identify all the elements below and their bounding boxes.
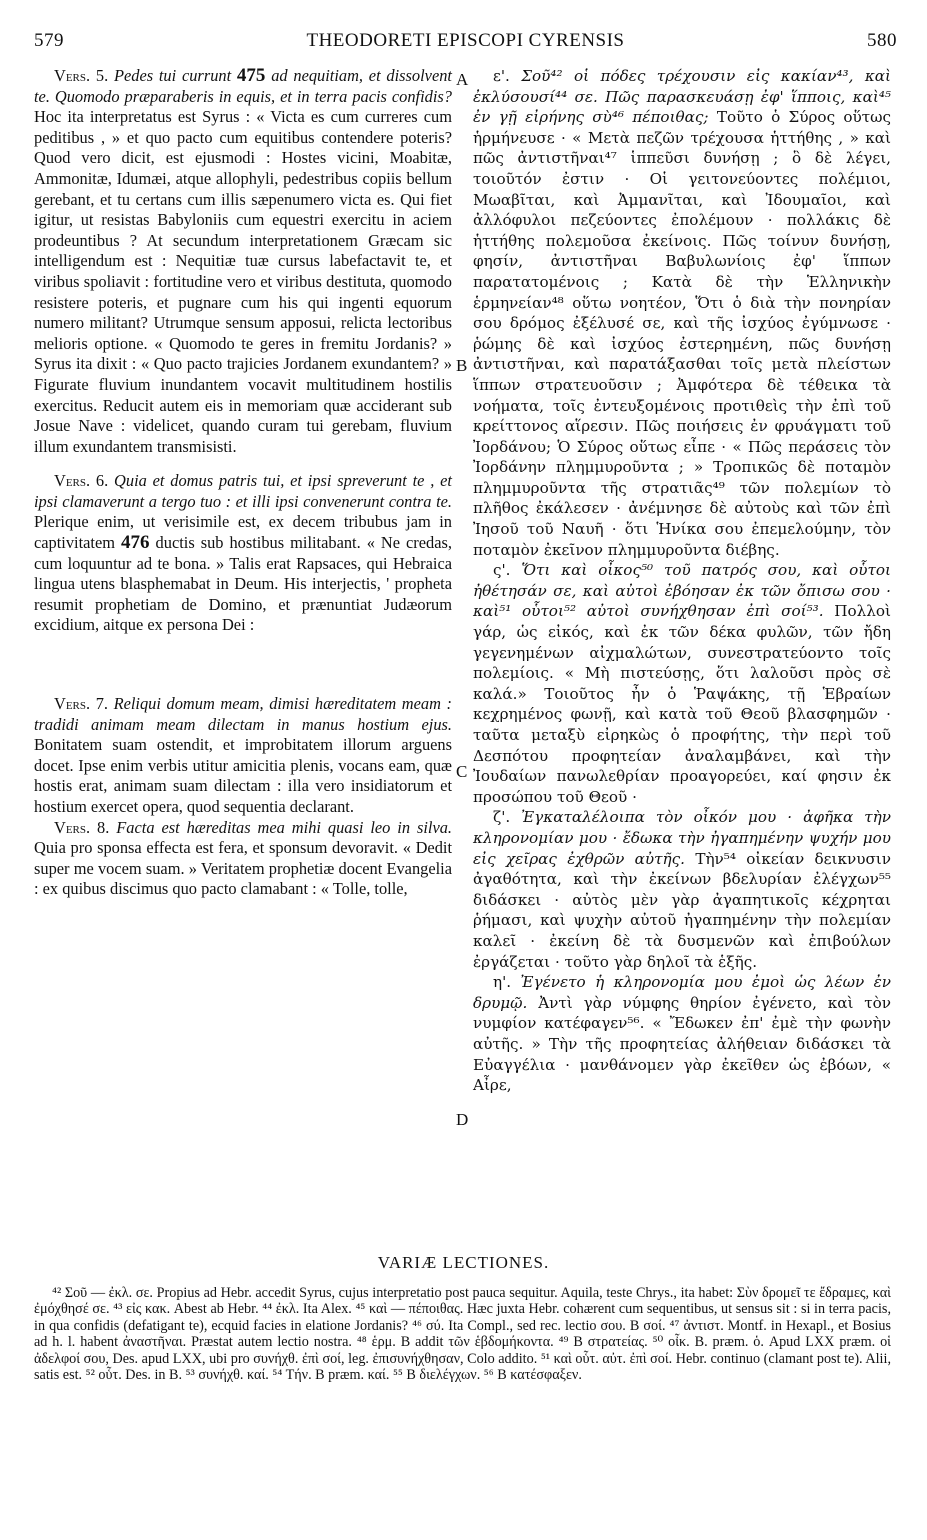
column-number: 475: [236, 65, 266, 86]
verse-lemma: Σοῦ⁴² οἱ πόδες τρέχουσιν εἰς κακίαν⁴³, καὶ ἐκλύσουσί⁴⁴ σε. Πῶς παρασκευάσῃ ἐφ' ἵπποις, καὶ⁴⁵ ἐν γῇ εἰρήνης σὺ⁴⁶ πέποιθας;: [473, 67, 891, 127]
verse-lemma: ad nequitiam, et dissolvent te. Quomodo præparaberis in equis, et in terra pacis confidis?: [34, 66, 452, 106]
commentary-text: Quia pro sponsa effecta est fera, et sponsum devoravit. « Dedit super me vocem suam. » Veritatem prophetiæ docent Evangelia : ex quibus discimus quo pacto clamabant : « Tolle, tolle,: [34, 838, 452, 899]
verse-lemma: Quia et domus patris tui, et ipsi spreverunt te , et ipsi clamaverunt a tergo tuo : et illi ipsi convenerunt contra te.: [34, 471, 452, 511]
verse-number: η'.: [493, 973, 512, 992]
right-page-number: 580: [867, 30, 897, 51]
left-page-number: 579: [34, 30, 64, 51]
latin-verse-8: [34, 818, 452, 900]
verse-label: Vers. 6.: [54, 471, 109, 491]
verse-lemma: Facta est hæreditas mea mihi quasi leo in silva.: [116, 817, 453, 837]
greek-verse-6: [473, 560, 891, 807]
greek-verse-7: [473, 807, 891, 972]
verse-lemma: Reliqui domum meam, dimisi hæreditatem meam : tradidi animam meam dilectam in manus hostium ejus.: [34, 694, 452, 734]
greek-verse-5: [473, 66, 891, 560]
verse-label: Vers. 7.: [54, 694, 108, 714]
verse-number: ζ'.: [493, 808, 511, 827]
greek-verse-8: [473, 972, 891, 1096]
section-marker-d: D: [456, 1110, 469, 1129]
verse-lemma: Ὅτι καὶ οἶκος⁵⁰ τοῦ πατρός σου, καὶ οὗτοι ἠθέτησάν σε, καὶ αὐτοὶ ἐβόησαν ἐκ τῶν ὄπισω σου · καὶ⁵¹ οὗτοι⁵² αὐτοὶ συνήχθησαν ἐπὶ σοί⁵³.: [473, 561, 891, 621]
footnote-text: ⁴² Σοῦ — ἐκλ. σε. Propius ad Hebr. accedit Syrus, cujus interpretatio post pauca sequitur. Aquila, teste Chrys., ita habet: Σὺν δρομεῖ τε ἔδραμες, καὶ ἐμόχθησέ σε. ⁴³ εἰς κακ. Abest ab Hebr. ⁴⁴ ἐκλ. Ita Alex. ⁴⁵ καὶ — πέποιθας. Hæc juxta Hebr. cohærent cum sequentibus, ut sensus sit : si in terra pacis, in qua confidis (defatigant te), ecquid facies in elatione Jordanis? ⁴⁶ σύ. Ita Compl., sed rec. lectio σου. B σοί. ⁴⁷ ἀντιστ. Montf. in Hexapl., et Bosius ad h. l. habent ἀναστῆναι. Præstat autem lectio nostra. ⁴⁸ ἑρμ. B addit τῶν ἑβδομήκοντα. ⁴⁹ B στρατείας. ⁵⁰ οἶκ. B. præm. ὁ. Apud LXX præm. οἱ ἀδελφοί σου, Des. apud LXX, ubi pro συνήχθ. ἐπὶ σοί, leg. ἐπισυνήχθησαν, Colo addito. ⁵¹ καὶ οὗτ. αὐτ. ἐπὶ σοί. Hebr. continuo (clamant post te). Alii, satis est. ⁵² οὗτ. Des. in B. ⁵³ συνήχθ. καί. ⁵⁴ Τήν. B præm. καί. ⁵⁵ B διελέγχων. ⁵⁶ B κατέσφαξεν.: [34, 1285, 891, 1384]
verse-number: ς'.: [493, 561, 511, 580]
latin-verse-6: [34, 471, 452, 636]
commentary-text: Τὴν⁵⁴ οἰκείαν δεικνυσιν ἀγαθότητα, καὶ τὴν ἐκείνων βδελυρίαν ἐλέγχων⁵⁵ διδάσκει · αὐτὸς μὲν γὰρ ἀγαπητικοῖς κέχρηται ῥήμασι, καὶ ψυχὴν αὐτοῦ ἠγαπημένην τὴν πολεμίαν καλεῖ · ἐκείνη δὲ τὰ δυσμενῶν καὶ ἐπιβούλων ἐργάζεται · τοῦτο γὰρ δηλοῖ τὰ ἑξῆς.: [473, 849, 891, 971]
commentary-text: ductis sub hostibus militabant. « Ne credas, cum loquuntur ad te bona. » Talis erat Rapsaces, qui Hebraica lingua utens blasphemabat in Deum. His interjectis, ' propheta resumit prophetiam de Domino, et prænuntiat Judæorum excidium, aitque ex persona Dei :: [34, 533, 452, 635]
greek-column: [473, 66, 891, 1096]
commentary-text: Πολλοὶ γάρ, ὡς εἰκός, καὶ ἐκ τῶν δέκα φυλῶν, τῶν ἤδη γεγενημένων αἰχμαλώτων, συνεστρατεύοντο τοῖς πολεμίοις. « Μὴ πιστεύσῃς, ὅτι λαλοῦσι πρὸς σὲ καλά.» Τοιοῦτος ἦν ὁ Ῥαψάκης, τῇ Ἑβραίων κεχρημένος φωνῇ, καὶ κατὰ τοῦ Θεοῦ βλασφημῶν · ταῦτα μεταξὺ εἰρηκὼς ὁ προφήτης, τὴν περὶ τοῦ Δεσπότου προφητείαν ἀναλαμβάνει, καὶ τὴν Ἰουδαίων πανωλεθρίαν προαγορεύει, καί φησιν ἐκ προσώπου τοῦ Θεοῦ ·: [473, 602, 892, 806]
page-header: [34, 30, 897, 60]
variae-lectiones-heading: VARIÆ LECTIONES.: [377, 1253, 550, 1272]
running-title: THEODORETI EPISCOPI CYRENSIS: [306, 30, 625, 51]
commentary-text: Τοῦτο ὁ Σύρος οὕτως ἡρμήνευσε · « Μετὰ πεζῶν τρέχουσα ἡττήθης , » καὶ πῶς ἀντιστῆναι⁴⁷ ἱππεῦσι δυνήσῃ ; ὃ δὲ λέγει, τοιοῦτόν ἐστιν · Οἱ γειτονεύοντες πολέμιοι, Μωαβῖται, καὶ Ἀμμανῖται, καὶ Ἰδουμαῖοι, καὶ ἀλλόφυλοι πεζεύοντες ἐπολέμουν · πολλάκις δὲ ἡττήθης πολεμοῦσα ἐκείνοις. Πῶς τοίνυν δυνήσῃ, φησίν, ἀντιστῆναι Βαβυλωνίοις ἐφ' ἵππων παρατατομένοις ; Κατὰ δὲ τὴν Ἑλληνικὴν ἑρμηνείαν⁴⁸ οὕτω νοητέον, Ὅτι ὁ διὰ τὴν πονηρίαν σου δρόμος ἐξέλυσέ σε, καὶ τῆς ἰσχύος ἐγύμνωσε · ῥώμης δὲ καὶ ἰσχύος ἐστερημένη, πῶς δυνήσῃ ἀντιστῆναι, καὶ παρατάξασθαι τοῖς μετὰ πλείστων ἵππων στρατευοῦσιν ; Ἀμφότερα δὲ τέθεικα τὰ νοήματα, τοῖς ἐντευξομένοις προτιθεὶς τὴν ἐπὶ τοῦ κρείττονος αἵρεσιν. Πῶς ποιήσεις ἐν φρυάγματι τοῦ Ἰορδάνου; Ὁ Σύρος οὕτως εἶπε · « Πῶς περάσεις τὸν Ἰορδάνην πλημμυροῦντα ; » Τροπικῶς δὲ ποταμὸν πλημμυροῦντα τῆς στρατιᾶς⁴⁹ τῶν πολεμίων τὸ πλῆθος ἐκάλεσεν · ἀνέμνησε δὲ αὐτοὺς καὶ τῶν ἐπὶ Ἰησοῦ τοῦ Ναυῆ · ὅτι Ἡνίκα σου ἐπεμελούμην, τὸν ποταμὸν ἐκεῖνον πλημμυροῦντα διέβης.: [473, 108, 892, 559]
latin-column: [34, 66, 452, 900]
latin-verse-7: [34, 694, 452, 818]
verse-label: Vers. 8.: [54, 817, 110, 837]
verse-number: ε'.: [493, 67, 510, 85]
column-number: 476: [121, 532, 150, 554]
commentary-text: Bonitatem suam ostendit, et improbitatem illorum arguens docet. Ipse enim verbis utitur amicitia plenis, vocans eam, quæ hostis erat, animam suam dilectam : illa vero insidiatorum et hostium exercet opera, quod sequentia declarant.: [34, 735, 452, 816]
commentary-text: Hoc ita interpretatus est Syrus : « Victa es cum curreres cum peditibus , » et quo pacto cum equitibus contendere poteris? Quod vero dicit, est ejusmodi : Hostes vicini, Moabitæ, Ammonitæ, Idumæi, atque allophyli, pedestribus copiis bellum gerebant, et tu certans cum illis sæpenumero victa es. Qui fiet igitur, ut resistas Babyloniis cum equestri exercitu in aciem prodeuntibus ? At secundum interpretationem Græcam sic intelligendum est : Nequitiæ tuæ cursus labefactavit te, et viribus spoliavit : fortitudine vero et viribus destituta, quomodo resistere poteris, et pugnare cum his qui ingenti equorum numero militant? Utrumque sensum apposui, relicta lectoribus melioris optione. « Quomodo te geres in fremitu Jordanis? » Syrus ita dixit : « Quo pacto trajicies Jordanem exundantem? » Figurate fluvium inundantem vocavit multitudinem hostilis exercitus. Reducit autem eis in memoriam quæ acciderant sub Josue Nave : videlicet, quando curam tui gerebam, fluvium illum exundantem transmisisti.: [34, 107, 452, 456]
section-marker-b: B: [456, 356, 468, 375]
commentary-text: Ἀντὶ γὰρ νύμφης θηρίον ἐγένετο, καὶ τὸν νυμφίον κατέφαγεν⁵⁶. « Ἔδωκεν ἐπ' ἐμὲ τὴν φωνὴν αὐτῆς. » Τὴν τῆς προφητείας ἀλήθειαν διδάσκει τὰ Εὐαγγέλια · μανθάνομεν γὰρ ἐκεῖθεν ὡς ἐβόων, « Αἶρε,: [473, 993, 891, 1095]
commentary-text: Plerique enim, ut verisimile est, ex decem tribubus jam in captivitatem: [34, 512, 452, 553]
verse-lemma: Ἐγένετο ἡ κληρονομία μου ἐμοὶ ὡς λέων ἐν δρυμῷ.: [473, 973, 892, 1012]
verse-lemma: Ἐγκαταλέλοιπα τὸν οἶκόν μου · ἀφῆκα τὴν κληρονομίαν μου · ἔδωκα τὴν ἠγαπημένην ψυχήν μου εἰς χεῖρας ἐχθρῶν αὐτῆς.: [473, 808, 891, 868]
section-marker-c: C: [456, 762, 468, 781]
variae-lectiones-notes: [34, 1285, 891, 1383]
verse-label: Vers. 5.: [54, 66, 109, 85]
verse-lemma: Pedes tui currunt: [113, 66, 232, 85]
section-marker-a: A: [456, 70, 469, 89]
latin-verse-5: [34, 66, 452, 457]
